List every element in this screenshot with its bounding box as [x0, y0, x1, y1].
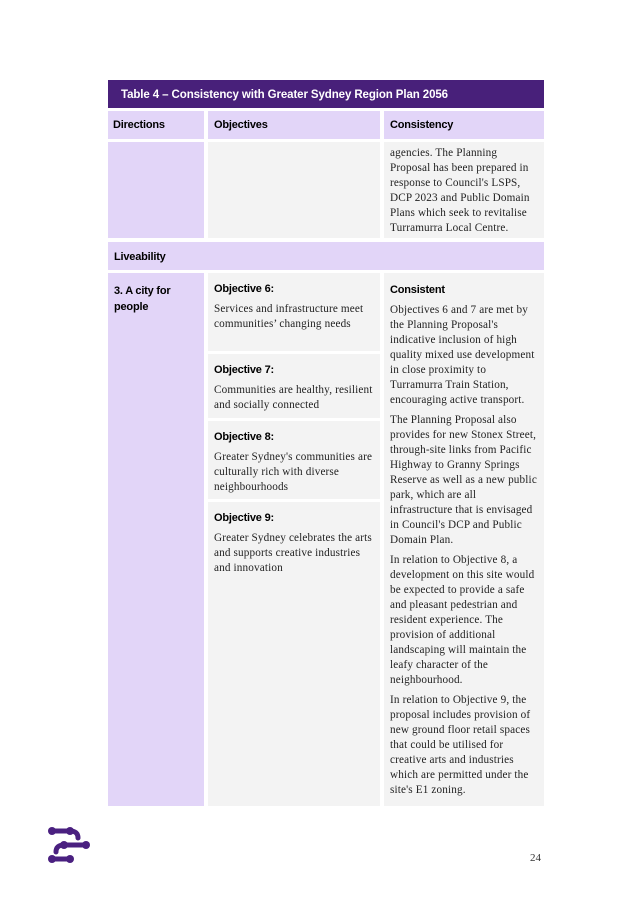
consistency-table: [108, 80, 544, 806]
objective-text: Greater Sydney celebrates the arts and supports creative industries and innovation: [214, 532, 372, 574]
objective-text: Communities are healthy, resilient and socially connected: [214, 384, 373, 411]
direction-cell: [108, 273, 204, 806]
continued-row: [108, 139, 544, 238]
page-number: 24: [530, 852, 541, 864]
objective-cell: [208, 502, 380, 806]
objective-cell: [208, 354, 380, 418]
objective-title: Objective 9:: [214, 512, 274, 524]
objective-title: Objective 6:: [214, 283, 274, 295]
table-title: Table 4 – Consistency with Greater Sydney Region Plan 2056: [108, 80, 544, 108]
header-consistency: Consistency: [384, 111, 544, 139]
consistency-paragraph: In relation to Objective 8, a development on this site would be expected to provide a safe and pleasant pedestrian and resident experience. The provision of additional landscaping will maintain the leafy character of the neighbourhood.: [390, 554, 535, 686]
table-row: [108, 273, 544, 806]
objective-text: Services and infrastructure meet communities’ changing needs: [214, 303, 364, 330]
consistency-paragraph: In relation to Objective 9, the proposal includes provision of new ground floor retail spaces that could be utilised for creative arts and industries which are permitted under the site's E1 zoning.: [390, 694, 531, 796]
objective-title: Objective 7:: [214, 364, 274, 376]
section-row-liveability: Liveability: [108, 242, 544, 270]
dot-link-logo-icon: [48, 826, 90, 864]
continued-direction-cell: [108, 142, 204, 238]
direction-label: 3. A city for people: [114, 285, 171, 313]
consistency-cell: [384, 273, 544, 806]
objectives-column: [208, 273, 380, 806]
header-objectives: Objectives: [208, 111, 380, 139]
table-header-row: [108, 108, 544, 139]
objective-text: Greater Sydney's communities are culturally rich with diverse neighbourhoods: [214, 451, 373, 493]
objective-title: Objective 8:: [214, 431, 274, 443]
consistency-paragraph: Objectives 6 and 7 are met by the Planning Proposal's indicative inclusion of high quality mixed use development in close proximity to Turramurra Train Station, encouraging active transport.: [390, 304, 535, 406]
objective-cell: [208, 421, 380, 499]
continued-consistency-cell: agencies. The Planning Proposal has been prepared in response to Council's LSPS, DCP 2023 and Public Domain Plans which seek to revitalise Turramurra Local Centre.: [384, 142, 544, 238]
header-directions: Directions: [108, 111, 204, 139]
consistency-paragraph: The Planning Proposal also provides for new Stonex Street, through-site links from Pacific Highway to Granny Springs Reserve as well as a new public park, which are all infrastructure that is envisaged in Council's DCP and Public Domain Plan.: [390, 414, 537, 546]
consistency-title: Consistent: [390, 284, 445, 296]
continued-objective-cell: [208, 142, 380, 238]
objective-cell: [208, 273, 380, 351]
